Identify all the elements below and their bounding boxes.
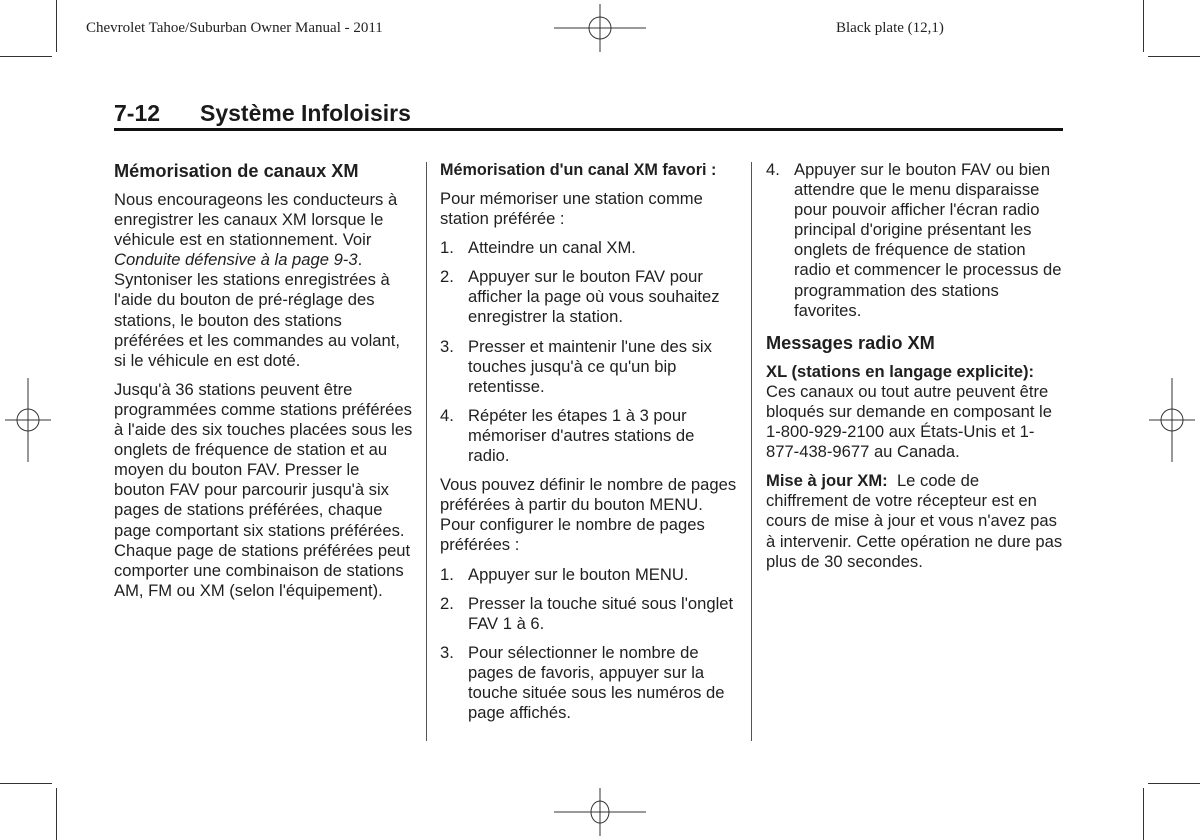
section-heading-xm-messages: Messages radio XM [766, 332, 935, 353]
list-item: 2. Presser la touche situé sous l'onglet FAV 1 à 6. [440, 593, 734, 633]
crop-mark-top-left-v [56, 0, 57, 52]
paragraph-pages: Vous pouvez définir le nombre de pages préférées à partir du bouton MENU. Pour configurer le nombre de pages préférées : [440, 475, 737, 555]
crop-mark-bottom-left-v [56, 788, 57, 840]
list-item: 1. Atteindre un canal XM. [440, 238, 636, 258]
crop-mark-bottom-right-v [1143, 788, 1144, 840]
paragraph-update: Mise à jour XM: Le code de chiffrement de votre récepteur est en cours de mise à jour et vous n'avez pas à intervenir. Cette opération ne dure pas plus de 30 secondes. [766, 471, 1063, 571]
registration-mark-right-icon [1144, 374, 1200, 466]
steps-continued [766, 160, 1064, 321]
title-rule [114, 128, 1063, 131]
page-title [114, 100, 411, 127]
paragraph-store-intro: Pour mémoriser une station comme station préférée : [440, 189, 703, 229]
section-heading-xm-storage: Mémorisation de canaux XM [114, 161, 359, 181]
list-item: 4. Répéter les étapes 1 à 3 pour mémoriser d'autres stations de radio. [440, 405, 695, 466]
page-number: 7-12 [114, 100, 161, 126]
section-title: Système Infoloisirs [200, 100, 411, 126]
list-item: 3. Pour sélectionner le nombre de pages de favoris, appuyer sur la touche située sous les numéros de page affichés. [440, 642, 725, 723]
subheading-favorite-xm: Mémorisation d'un canal XM favori : [440, 161, 717, 179]
column-divider-2 [751, 162, 752, 741]
paragraph-intro: Nous encourageons les conducteurs à enregistrer les canaux XM lorsque le véhicule est en stationnement. Voir Conduite défensive à la page 9-3. Syntoniser les stations enregistrées à l'aide du bouton de pré-réglage des stations, le bouton des stations préférées et les commandes au volant, si le véhicule en est doté. [114, 190, 400, 370]
column-2 [440, 160, 738, 732]
crop-mark-bottom-right-h [1148, 783, 1200, 784]
plate-label: Black plate (12,1) [836, 20, 944, 36]
list-item: 2. Appuyer sur le bouton FAV pour afficher la page où vous souhaitez enregistrer la station. [440, 267, 720, 327]
registration-mark-top-icon [550, 0, 650, 56]
registration-mark-left-icon [0, 374, 56, 466]
crop-mark-bottom-left-h [0, 783, 52, 784]
paragraph-favorites: Jusqu'à 36 stations peuvent être programmées comme stations préférées à l'aide des six touches placées sous les onglets de fréquence de station et au moyen du bouton FAV. Presser le bouton FAV pour parcourir jusqu'à six pages de stations préférées, chaque page comportant six stations préférées. Chaque page de stations préférées peut comporter une combinaison de stations AM, FM ou XM (selon l'équipement). [114, 379, 413, 600]
list-item: 4. Appuyer sur le bouton FAV ou bien attendre que le menu disparaisse pour pouvoir afficher l'écran radio principal d'origine présentant les onglets de fréquence de station radio et commencer le processus de programmation des stations favorites. [766, 160, 1062, 320]
cross-reference-link[interactable]: Conduite défensive à la page 9-3 [114, 250, 358, 270]
list-item: 1. Appuyer sur le bouton MENU. [440, 564, 689, 584]
crop-mark-top-left-h [0, 56, 52, 57]
list-item: 3. Presser et maintenir l'une des six touches jusqu'à ce qu'un bip retentisse. [440, 336, 712, 396]
registration-mark-bottom-icon [550, 784, 650, 840]
column-1 [114, 160, 414, 610]
term-xl: XL (stations en langage explicite): [766, 361, 1035, 381]
column-divider-1 [426, 162, 427, 741]
manual-title: Chevrolet Tahoe/Suburban Owner Manual - 2011 [86, 20, 383, 36]
paragraph-xl: XL (stations en langage explicite): Ces canaux ou tout autre peuvent être bloqués sur demande en composant le 1-800-929-2100 aux États-Unis et 1-877-438-9677 au Canada. [766, 361, 1052, 462]
crop-mark-top-right-v [1143, 0, 1144, 52]
column-3 [766, 160, 1064, 581]
steps-store-favorite [440, 238, 738, 466]
crop-mark-top-right-h [1148, 56, 1200, 57]
term-update: Mise à jour XM: [766, 471, 888, 491]
steps-configure-pages [440, 565, 738, 724]
